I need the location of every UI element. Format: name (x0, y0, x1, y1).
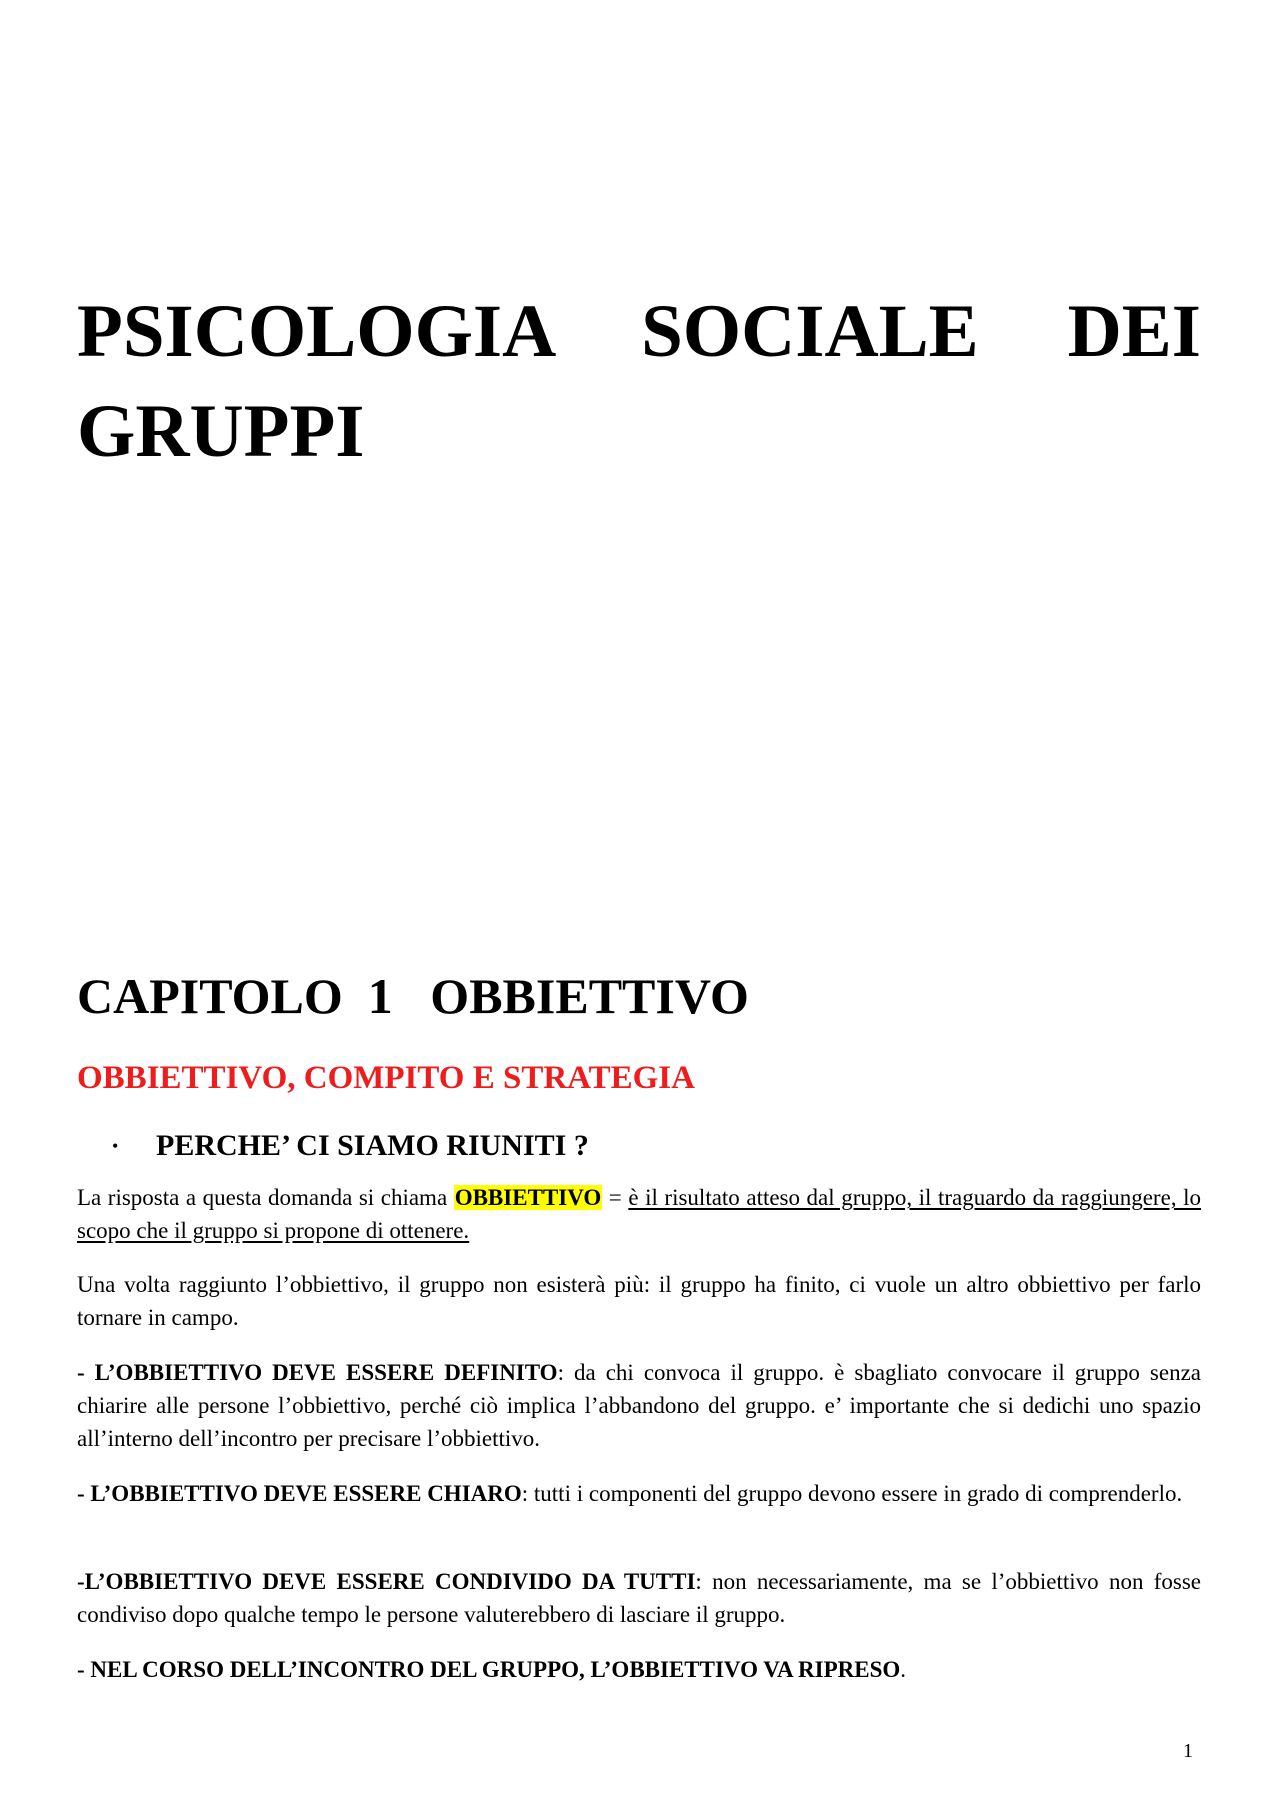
rule-defined-text: : da chi convoca il gruppo. è sbagliato convocare il gruppo senza chiarire alle persone l’obbiettivo, perché ciò implica l’abbandono del gruppo. e’ importante che si dedichi uno spazio all’interno dell’incontro per precisare l’obbiettivo. (77, 1360, 1201, 1451)
bullet-heading (112, 1126, 589, 1166)
section-title: OBBIETTIVO, COMPITO E STRATEGIA (77, 1060, 695, 1096)
rule-clear-label: - L’OBBIETTIVO DEVE ESSERE CHIARO (77, 1481, 522, 1506)
page-number: 1 (1183, 1740, 1193, 1762)
rule-resumed-label: - NEL CORSO DELL’INCONTRO DEL GRUPPO, L’OBBIETTIVO VA RIPRESO (77, 1657, 901, 1682)
definition-lead: La risposta a questa domanda si chiama (77, 1185, 454, 1210)
highlighted-term: OBBIETTIVO (454, 1185, 602, 1210)
paragraph-definition (77, 1181, 1201, 1247)
document-title: PSICOLOGIA SOCIALE DEI GRUPPI (77, 290, 1201, 473)
paragraph-clear (77, 1477, 1201, 1510)
paragraph-defined (77, 1356, 1201, 1455)
rule-shared-text: : non necessariamente, ma se l’obbiettivo non fosse condiviso dopo qualche tempo le persone valuterebbero di lasciare il gruppo. (77, 1569, 1201, 1627)
rule-clear-text: : tutti i componenti del gruppo devono essere in grado di comprenderlo. (521, 1481, 1183, 1506)
rule-resumed-text: . (900, 1657, 907, 1682)
paragraph-shared (77, 1565, 1201, 1631)
chapter-title: CAPITOLO 1 OBBIETTIVO (77, 968, 749, 1024)
paragraph-achieved: Una volta raggiunto l’obbiettivo, il gruppo non esisterà più: il gruppo ha finito, ci vuole un altro obbiettivo per farlo tornare in campo. (77, 1272, 1201, 1330)
definition-underlined: è il risultato atteso dal gruppo, il traguardo da raggiungere, lo scopo che il gruppo si propone di ottenere. (77, 1185, 1201, 1243)
bullet-icon: • (112, 1136, 119, 1156)
rule-defined-label: - L’OBBIETTIVO DEVE ESSERE DEFINITO (77, 1360, 558, 1385)
rule-shared-label: -L’OBBIETTIVO DEVE ESSERE CONDIVIDO DA TUTTI (77, 1569, 696, 1594)
equals-sign: = (602, 1185, 629, 1210)
paragraph-resumed (77, 1653, 1201, 1686)
bullet-heading-text: PERCHE’ CI SIAMO RIUNITI ? (156, 1129, 589, 1162)
